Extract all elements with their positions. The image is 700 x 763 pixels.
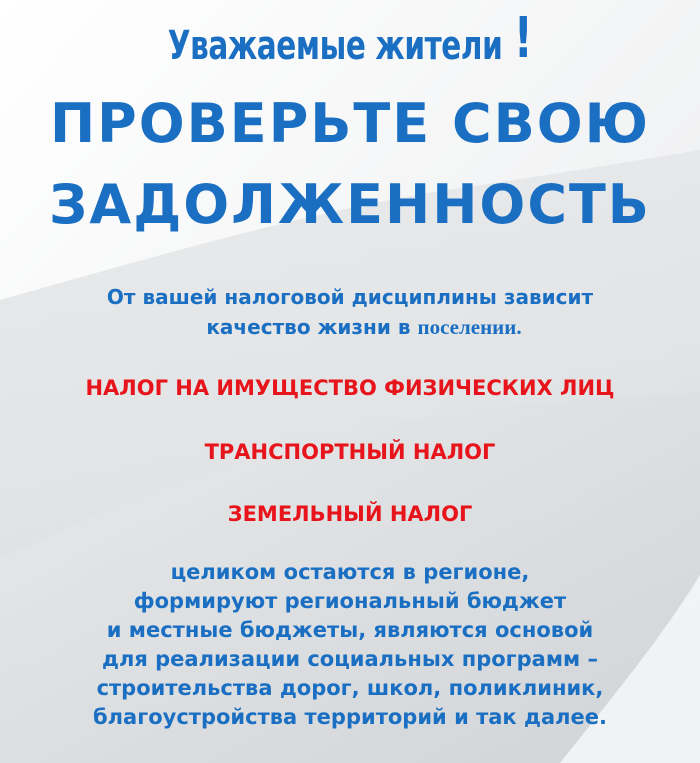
description-line: формируют региональный бюджет [133,589,567,613]
greeting-exclamation: ! [513,6,533,71]
description-block [0,558,700,732]
tax-property: НАЛОГ НА ИМУЩЕСТВО ФИЗИЧЕСКИХ ЛИЦ [85,376,615,400]
headline-line-2: ЗАДОЛЖЕННОСТЬ [49,173,651,236]
greeting-text: Уважаемые жители [167,23,503,69]
intro-line-1: От вашей налоговой дисциплины зависит [106,285,594,309]
tax-transport: ТРАНСПОРТНЫЙ НАЛОГ [204,440,496,464]
description-line: целиком остаются в регионе, [170,560,530,584]
headline-line-1: ПРОВЕРЬТЕ СВОЮ [49,92,651,155]
intro-line-2 [14,312,700,342]
tax-land: ЗЕМЕЛЬНЫЙ НАЛОГ [227,502,473,526]
greeting-heading [63,2,637,76]
intro-line-2-end: поселении. [417,315,522,339]
description-line: строительства дорог, школ, поликлиник, [96,676,604,700]
description-line: для реализации социальных программ – [102,647,598,671]
description-line: и местные бюджеты, являются основой [106,618,594,642]
description-line: благоустройства территорий и так далее. [93,705,607,729]
intro-line-2-start: качество жизни в [206,315,411,339]
